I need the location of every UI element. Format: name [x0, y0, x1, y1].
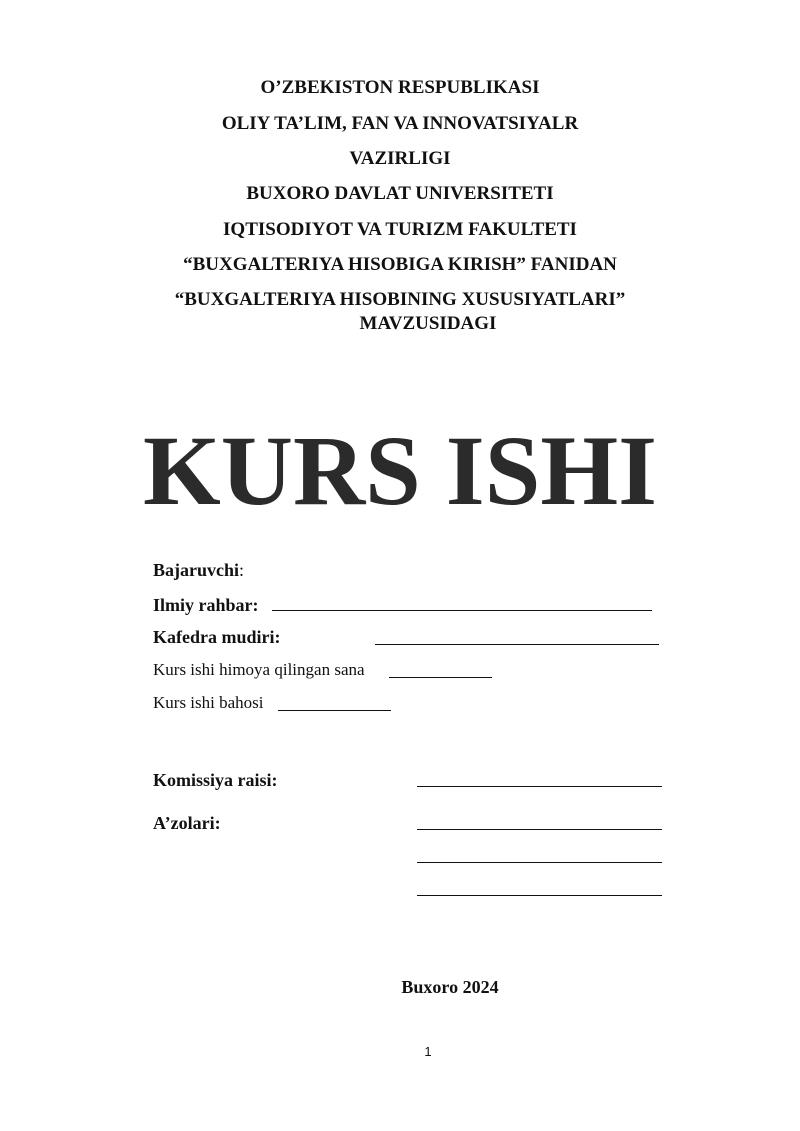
subject-line: “BUXGALTERIYA HISOBIGA KIRISH” FANIDAN [183, 254, 617, 275]
city-year: Buxoro 2024 [401, 977, 499, 997]
page-number: 1 [424, 1044, 432, 1059]
bajaruvchi-colon: : [239, 560, 245, 580]
document-title: KURS ISHI [142, 415, 658, 526]
azolari-blank-1 [417, 829, 662, 830]
azolari-blank-3 [417, 895, 662, 896]
himoya-sana-blank [389, 677, 492, 678]
ilmiy-rahbar-blank [272, 610, 652, 611]
ilmiy-rahbar-label: Ilmiy rahbar: [153, 595, 259, 615]
university-name: BUXORO DAVLAT UNIVERSITETI [246, 183, 554, 204]
kafedra-mudiri-blank [375, 644, 659, 645]
komissiya-raisi-label: Komissiya raisi: [153, 770, 278, 790]
bahosi-label: Kurs ishi bahosi [153, 693, 264, 712]
himoya-sana-label: Kurs ishi himoya qilingan sana [153, 660, 365, 679]
bajaruvchi-label: Bajaruvchi [153, 560, 240, 580]
komissiya-raisi-blank [417, 786, 662, 787]
ministry-line-1: O’ZBEKISTON RESPUBLIKASI [260, 77, 540, 98]
bajaruvchi-field [153, 559, 244, 581]
topic-line: “BUXGALTERIYA HISOBINING XUSUSIYATLARI” [174, 289, 626, 310]
ministry-line-3: VAZIRLIGI [349, 148, 451, 169]
azolari-blank-2 [417, 862, 662, 863]
kafedra-mudiri-label: Kafedra mudiri: [153, 627, 281, 647]
azolari-label: A’zolari: [153, 813, 221, 833]
topic-suffix: MAVZUSIDAGI [359, 313, 497, 334]
bahosi-blank [278, 710, 391, 711]
ministry-line-2: OLIY TA’LIM, FAN VA INNOVATSIYALR [221, 113, 579, 134]
faculty-name: IQTISODIYOT VA TURIZM FAKULTETI [223, 219, 577, 240]
